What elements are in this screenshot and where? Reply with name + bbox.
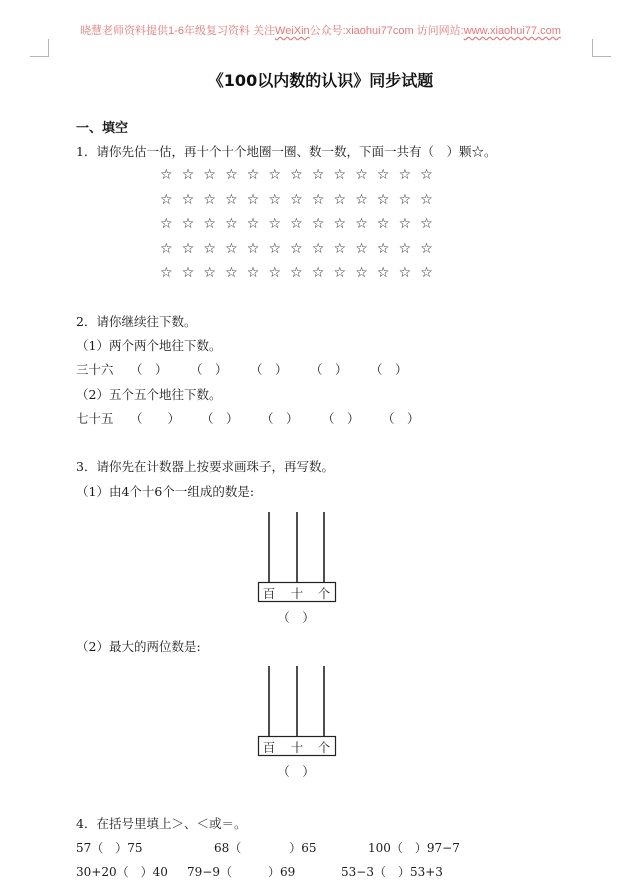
star-icon: ☆ — [268, 265, 281, 282]
count-start-value: 七十五 — [76, 411, 114, 426]
comparison-1-2: 68（ ）65 — [214, 841, 317, 855]
star-icon: ☆ — [268, 216, 281, 233]
question-3-sub-2: （2）最大的两位数是: — [76, 639, 201, 654]
star-icon: ☆ — [246, 265, 260, 282]
header-note-text-2: 公众号:xiaohui77com 访问网站: — [309, 25, 464, 37]
place-label-ones: 个 — [317, 586, 331, 601]
count-by-twos-row — [76, 360, 430, 378]
section-heading-fill-in: 一、填空 — [76, 121, 129, 136]
header-note — [0, 22, 641, 38]
star-icon: ☆ — [333, 167, 347, 184]
star-icon: ☆ — [268, 191, 281, 208]
comparison-1-3: 100（ ）97−7 — [368, 841, 460, 855]
question-2-sub-2: （2）五个五个地往下数。 — [76, 387, 222, 402]
star-icon: ☆ — [420, 191, 433, 208]
star-icon: ☆ — [290, 216, 303, 233]
question-2-text: 2．请你继续往下数。 — [76, 314, 197, 329]
abacus-1 — [258, 512, 338, 625]
place-label-hundreds: 百 — [262, 740, 276, 755]
header-note-wavy-1: WeiXin — [275, 25, 310, 37]
star-icon: ☆ — [181, 167, 195, 184]
count-blank: （ ） — [250, 362, 288, 377]
star-icon: ☆ — [181, 240, 195, 257]
question-1-text: 1．请你先估一估，再十个十个地圈一圈、数一数，下面一共有（ ）颗☆。 — [76, 144, 497, 159]
place-label-hundreds: 百 — [262, 586, 276, 601]
star-icon: ☆ — [290, 191, 303, 208]
header-note-text-1: 晓慧老师资料提供1-6年级复习资料 关注 — [80, 25, 276, 37]
star-icon: ☆ — [290, 240, 303, 257]
star-icon: ☆ — [203, 191, 216, 208]
star-icon: ☆ — [376, 240, 390, 257]
star-icon: ☆ — [203, 240, 216, 257]
answer-blank: （ ） — [277, 764, 315, 779]
star-icon: ☆ — [355, 167, 368, 184]
star-icon: ☆ — [398, 265, 412, 282]
header-note-wavy-2: www.xiaohui77.com — [463, 25, 561, 37]
place-label-ones: 个 — [317, 740, 331, 755]
count-blank: （ ） — [322, 411, 360, 426]
crop-mark-right-vertical — [592, 39, 593, 56]
abacus-2 — [258, 666, 338, 779]
star-icon: ☆ — [311, 191, 325, 208]
star-icon: ☆ — [225, 240, 238, 257]
star-icon: ☆ — [333, 191, 347, 208]
star-icon: ☆ — [225, 265, 238, 282]
star-icon: ☆ — [160, 265, 173, 282]
question-3-sub-1: （1）由4个十6个一组成的数是: — [76, 484, 255, 499]
comparison-1-1: 57（ ）75 — [76, 841, 143, 855]
comparison-2-2: 79−9（ ）69 — [187, 865, 296, 879]
star-icon: ☆ — [225, 216, 238, 233]
place-label-tens: 十 — [290, 740, 304, 755]
star-icon: ☆ — [160, 240, 173, 257]
count-blank: （ ） — [261, 411, 299, 426]
star-icon: ☆ — [290, 167, 303, 184]
star-icon: ☆ — [246, 240, 260, 257]
star-icon: ☆ — [420, 265, 433, 282]
star-icon: ☆ — [355, 191, 368, 208]
star-icon: ☆ — [420, 216, 433, 233]
star-icon: ☆ — [203, 216, 216, 233]
star-row — [160, 188, 442, 213]
star-icon: ☆ — [160, 191, 173, 208]
star-icon: ☆ — [246, 216, 260, 233]
star-grid — [160, 163, 442, 286]
page-title: 《100以内数的认识》同步试题 — [207, 71, 434, 90]
star-icon: ☆ — [376, 167, 390, 184]
star-icon: ☆ — [225, 191, 238, 208]
star-icon: ☆ — [246, 191, 260, 208]
count-blank: （ ） — [370, 362, 408, 377]
star-icon: ☆ — [398, 240, 412, 257]
star-icon: ☆ — [398, 216, 412, 233]
star-icon: ☆ — [420, 167, 433, 184]
crop-mark-left-vertical — [48, 39, 49, 56]
star-row — [160, 261, 442, 286]
star-icon: ☆ — [311, 240, 325, 257]
question-4-text: 4．在括号里填上＞、＜或＝。 — [76, 816, 247, 831]
question-3-text: 3．请你先在计数器上按要求画珠子，再写数。 — [76, 459, 334, 474]
count-blank: （ ） — [310, 362, 348, 377]
star-icon: ☆ — [398, 191, 412, 208]
star-icon: ☆ — [355, 216, 368, 233]
star-icon: ☆ — [311, 216, 325, 233]
star-icon: ☆ — [225, 167, 238, 184]
comparison-2-1: 30+20（ ）40 — [76, 865, 168, 879]
star-icon: ☆ — [376, 191, 390, 208]
count-blank: （ ） — [382, 411, 420, 426]
count-by-fives-row — [76, 409, 442, 427]
star-icon: ☆ — [355, 265, 368, 282]
star-icon: ☆ — [203, 167, 216, 184]
star-icon: ☆ — [181, 191, 195, 208]
comparison-2-3: 53−3（ ）53+3 — [341, 865, 443, 879]
star-icon: ☆ — [160, 216, 173, 233]
star-icon: ☆ — [420, 240, 433, 257]
star-icon: ☆ — [290, 265, 303, 282]
star-icon: ☆ — [311, 167, 325, 184]
star-icon: ☆ — [181, 216, 195, 233]
star-icon: ☆ — [376, 265, 390, 282]
question-2-sub-1: （1）两个两个地往下数。 — [76, 338, 222, 353]
star-row — [160, 163, 442, 188]
count-start-value: 三十六 — [76, 362, 114, 377]
star-icon: ☆ — [398, 167, 412, 184]
star-icon: ☆ — [376, 216, 390, 233]
star-row — [160, 212, 442, 237]
star-icon: ☆ — [181, 265, 195, 282]
star-icon: ☆ — [333, 265, 347, 282]
crop-mark-right-horizontal — [592, 56, 611, 57]
star-icon: ☆ — [355, 240, 368, 257]
place-label-tens: 十 — [290, 586, 304, 601]
star-icon: ☆ — [333, 240, 347, 257]
count-blank: （ ） — [190, 362, 228, 377]
star-icon: ☆ — [268, 240, 281, 257]
count-blank: （ ） — [201, 411, 239, 426]
count-blank: （ ） — [130, 362, 168, 377]
star-icon: ☆ — [246, 167, 260, 184]
count-blank: （ ） — [130, 411, 181, 426]
crop-mark-left-horizontal — [30, 56, 49, 57]
star-row — [160, 237, 442, 262]
star-icon: ☆ — [160, 167, 173, 184]
answer-blank: （ ） — [277, 610, 315, 625]
star-icon: ☆ — [311, 265, 325, 282]
star-icon: ☆ — [333, 216, 347, 233]
star-icon: ☆ — [268, 167, 281, 184]
star-icon: ☆ — [203, 265, 216, 282]
